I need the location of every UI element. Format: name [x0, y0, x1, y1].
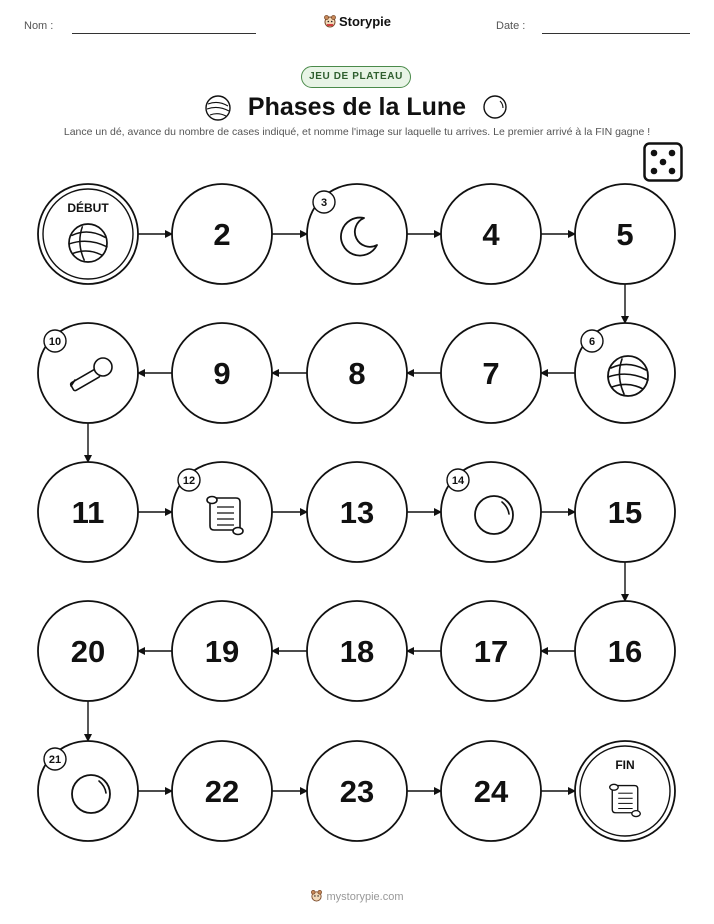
board-cell-11	[38, 462, 138, 562]
board-cell-10	[38, 323, 138, 423]
scroll-icon	[610, 784, 641, 816]
board-cell-19	[172, 601, 272, 701]
board-cell-18	[307, 601, 407, 701]
full-moon-icon	[69, 224, 107, 262]
board-cell-1	[38, 184, 138, 284]
brand-name: Storypie	[338, 14, 391, 29]
board-cell-12	[172, 462, 272, 562]
cell-number-label: 4	[482, 217, 500, 252]
instructions: Lance un dé, avance du nombre de cases indiqué, et nomme l'image sur laquelle tu arrives. Le premier arrivé à la FIN gagne !	[63, 126, 651, 138]
new-moon-icon	[475, 496, 513, 534]
board-cell-17	[441, 601, 541, 701]
board-cell-24	[441, 741, 541, 841]
cell-number-label: 22	[204, 774, 240, 809]
date-label: Date :	[496, 20, 526, 32]
storypie-mascot-icon	[310, 889, 323, 902]
board-cell-2	[172, 184, 272, 284]
cell-number-badge-label: 10	[48, 336, 62, 348]
board-cell-9	[172, 323, 272, 423]
cell-number-label: 16	[607, 634, 643, 669]
cell-number-label: 17	[473, 634, 509, 669]
cell-number-label: 11	[71, 495, 105, 530]
board-cell-20	[38, 601, 138, 701]
cell-number-label: 15	[607, 495, 643, 530]
cell-number-label: 19	[204, 634, 240, 669]
page-title: Phases de la Lune	[247, 93, 467, 121]
board-cell-25	[575, 741, 675, 841]
name-label: Nom :	[24, 20, 54, 32]
board-cell-22	[172, 741, 272, 841]
cell-number-label: 8	[348, 356, 366, 391]
board-cell-3	[307, 184, 407, 284]
cell-number-label: 18	[339, 634, 375, 669]
board-cell-15	[575, 462, 675, 562]
board-cell-14	[441, 462, 541, 562]
end-label: FIN	[615, 758, 635, 772]
board-cell-16	[575, 601, 675, 701]
cell-number-badge-label: 21	[48, 754, 62, 766]
board-cell-4	[441, 184, 541, 284]
cell-number-label: 24	[473, 774, 509, 809]
cell-number-badge-label: 3	[320, 197, 328, 209]
board-cell-5	[575, 184, 675, 284]
board-cell-6	[575, 323, 675, 423]
cell-number-label: 2	[213, 217, 231, 252]
cell-number-label: 7	[482, 356, 500, 391]
start-label: DÉBUT	[67, 201, 109, 215]
board-cell-21	[38, 741, 138, 841]
cell-number-label: 23	[339, 774, 375, 809]
board-cell-23	[307, 741, 407, 841]
footer-site: mystorypie.com	[326, 891, 404, 903]
cell-number-label: 20	[70, 634, 106, 669]
new-moon-icon	[72, 775, 110, 813]
game-type-badge: JEU DE PLATEAU	[301, 66, 411, 88]
cell-number-badge-label: 6	[588, 336, 596, 348]
scroll-icon	[207, 497, 243, 535]
cell-number-label: 13	[339, 495, 375, 530]
board-cell-8	[307, 323, 407, 423]
board-cell-13	[307, 462, 407, 562]
cell-number-badge-label: 12	[182, 475, 196, 487]
cell-number-badge-label: 14	[451, 475, 465, 487]
board-cell-7	[441, 323, 541, 423]
cell-number-label: 5	[616, 217, 634, 252]
full-moon-icon	[608, 356, 648, 396]
cell-number-label: 9	[213, 356, 231, 391]
footer	[0, 889, 714, 903]
